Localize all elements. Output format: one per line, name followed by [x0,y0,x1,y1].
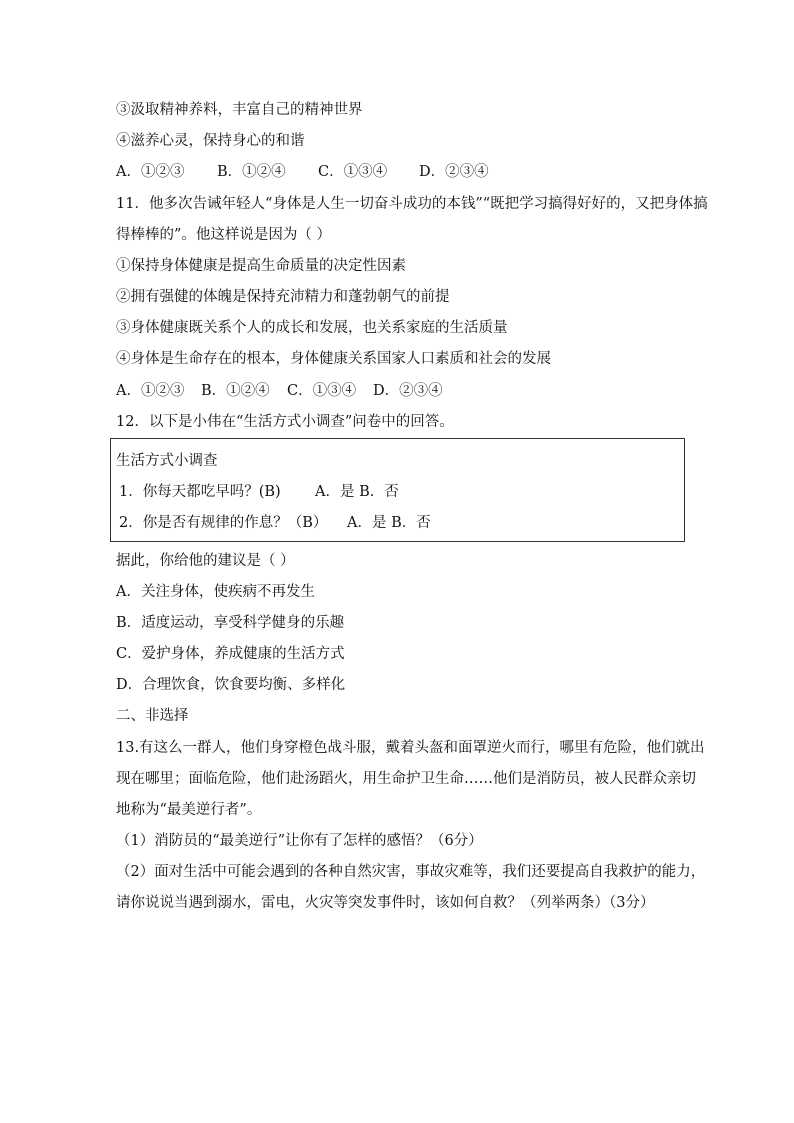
survey-question-1 [119,482,399,502]
q12-stem: 12．以下是小伟在“生活方式小调查”问卷中的回答。 [116,414,454,430]
q11-stem-line-1: 11．他多次告诫年轻人“身体是人生一切奋斗成功的本钱”“既把学习搞得好好的，又把身体搞 [116,196,708,212]
survey-title: 生活方式小调查 [116,453,218,469]
survey-question-2-options: A．是 B．否 [347,515,431,531]
q13-subquestion-1: （1）消防员的“最美逆行”让你有了怎样的感悟？（6分） [116,833,483,849]
survey-question-2-text: 2．你是否有规律的作息？（B） [119,515,328,531]
q10-item-4: ④滋养心灵，保持身心的和谐 [116,133,305,149]
survey-question-1-options: A．是 B．否 [315,484,399,500]
q11-option-b: B．①②④ [201,383,270,399]
section-heading: 二、非选择 [116,708,189,724]
q11-option-a: A．①②③ [116,383,185,399]
survey-question-1-text: 1．你每天都吃早吗？(B) [119,484,281,500]
q13-subquestion-2-line-2: 请你说说当遇到溺水，雷电，火灾等突发事件时，该如何自救？（列举两条）（3分） [116,895,655,911]
q11-option-d: D．②③④ [373,383,443,399]
q10-option-d: D．②③④ [419,164,489,180]
q10-options [116,162,489,182]
q10-item-3: ③汲取精神养料，丰富自己的精神世界 [116,102,363,118]
q11-stem-line-2: 得棒棒的”。他这样说是因为（ ） [116,227,332,243]
q10-option-c: C．①③④ [318,164,388,180]
q13-subquestion-2-line-1: （2）面对生活中可能会遇到的各种自然灾害，事故灾难等，我们还要提高自我救护的能力， [116,864,706,880]
survey-box [110,438,685,542]
q13-stem-line-1: 13.有这么一群人，他们身穿橙色战斗服，戴着头盔和面罩逆火而行，哪里有危险，他们就出 [116,740,705,756]
q10-option-b: B．①②④ [217,164,286,180]
q11-item-4: ④身体是生命存在的根本，身体健康关系国家人口素质和社会的发展 [116,351,551,367]
q11-item-2: ②拥有强健的体魄是保持充沛精力和蓬勃朝气的前提 [116,289,450,305]
survey-question-2 [119,513,431,533]
q12-prompt: 据此，你给他的建议是（ ） [116,553,295,569]
q11-options [116,381,443,401]
q13-stem-line-2: 现在哪里；面临危险，他们赴汤蹈火，用生命护卫生命……他们是消防员，被人民群众亲切 [116,771,696,787]
q12-option-d: D．合理饮食，饮食要均衡、多样化 [116,677,346,693]
q11-option-c: C．①③④ [287,383,357,399]
q12-option-c: C．爱护身体，养成健康的生活方式 [116,646,345,662]
q11-item-1: ①保持身体健康是提高生命质量的决定性因素 [116,258,406,274]
q13-stem-line-3: 地称为“最美逆行者”。 [116,802,262,818]
q10-option-a: A．①②③ [116,164,185,180]
q12-option-a: A．关注身体，使疾病不再发生 [116,584,315,600]
q11-item-3: ③身体健康既关系个人的成长和发展，也关系家庭的生活质量 [116,320,508,336]
q12-option-b: B．适度运动，享受科学健身的乐趣 [116,615,345,631]
